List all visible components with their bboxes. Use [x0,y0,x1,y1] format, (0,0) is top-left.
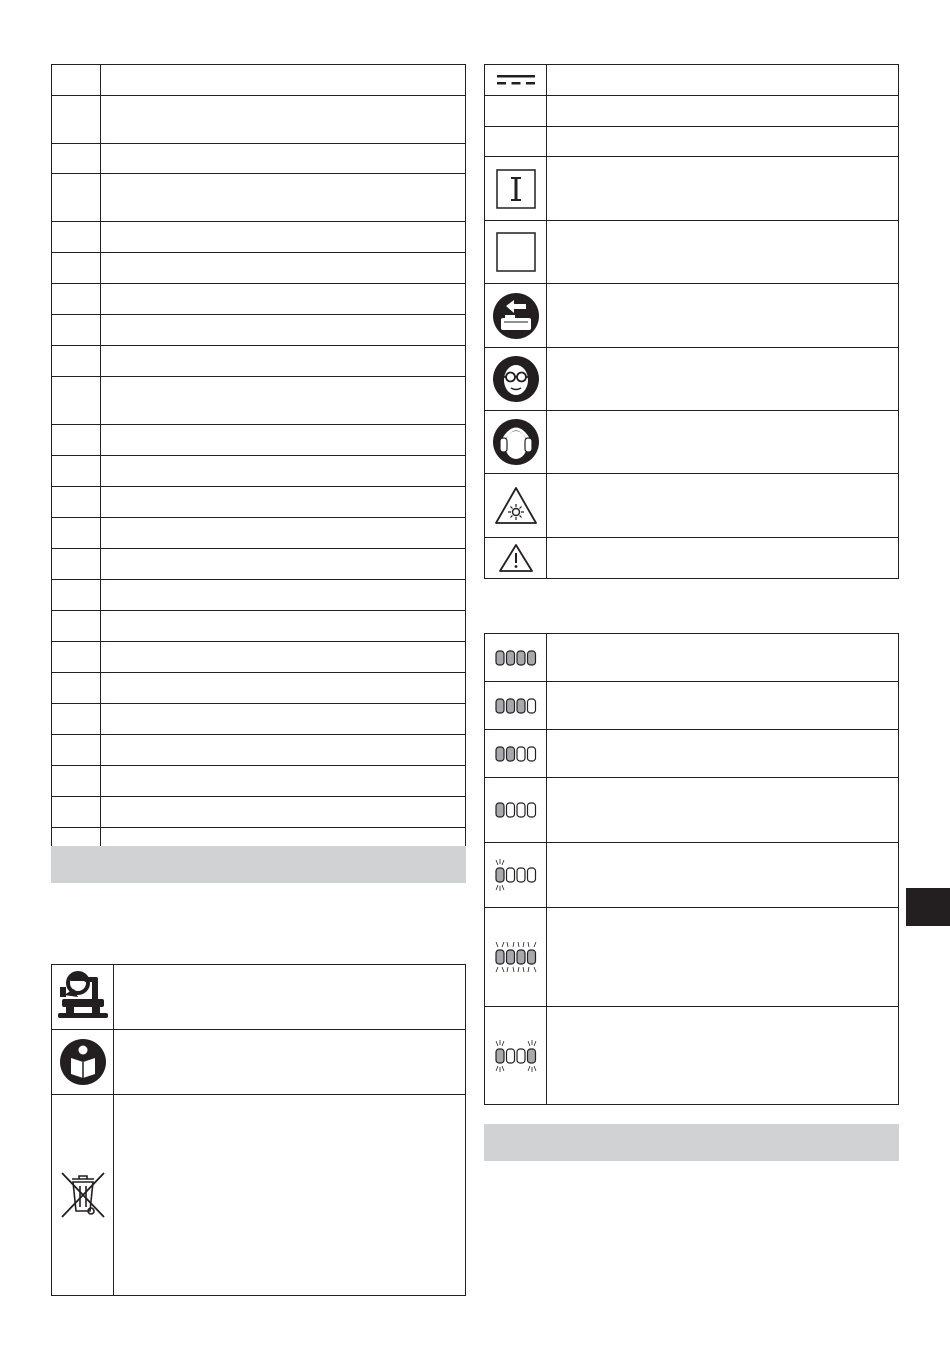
table-row [52,518,466,549]
parts-list-table [51,64,466,859]
table-row [52,377,466,425]
table-row [52,797,466,828]
wear-ear-protection-icon [492,418,540,466]
table-row [485,157,899,221]
table-row [52,1030,466,1095]
battery-all-blinking-icon [494,940,538,974]
battery-level-3-icon [494,696,538,716]
table-row [485,284,899,348]
table-row [52,284,466,315]
battery-level-1-icon [494,800,538,820]
switch-on-icon [496,169,536,209]
section-heading-band [484,1124,899,1161]
table-row [485,538,899,579]
table-row [52,96,466,144]
table-row [52,315,466,346]
table-row [52,965,466,1030]
laser-radiation-icon [494,486,538,526]
switch-off-icon [496,232,536,272]
table-row [485,843,899,908]
table-row [52,174,466,222]
table-row [485,127,899,157]
table-row [52,766,466,797]
read-manual-icon [59,1038,107,1086]
table-row [52,704,466,735]
table-row [52,580,466,611]
table-row [485,908,899,1007]
warning-icon [498,543,534,573]
table-row [52,65,466,96]
battery-level-2-icon [494,744,538,764]
table-row [52,642,466,673]
section-heading-band [51,846,466,883]
battery-outer-blinking-icon [494,1039,538,1073]
table-row [52,222,466,253]
miter-saw-icon [56,969,110,1025]
battery-level-1-blinking-icon [494,858,538,892]
table-row [52,549,466,580]
table-row [52,253,466,284]
table-row [52,487,466,518]
remove-battery-icon [492,292,540,340]
table-row [485,730,899,778]
crossed-out-bin-icon [58,1169,108,1221]
language-thumb-tab [906,888,950,926]
parts-list-body [52,65,466,859]
table-row [52,611,466,642]
table-row [485,221,899,284]
symbols-table [51,964,466,1296]
table-row [52,673,466,704]
table-row [52,456,466,487]
table-row [485,1007,899,1105]
table-row [485,682,899,730]
table-row [485,411,899,474]
table-row [485,474,899,538]
table-row [52,346,466,377]
table-row [52,144,466,174]
wear-eye-protection-icon [492,355,540,403]
direct-current-icon [496,73,536,87]
table-row [52,425,466,456]
symbols-table-right [484,64,899,579]
battery-level-4-icon [494,648,538,668]
charge-indicator-table [484,633,899,1105]
table-row [485,96,899,127]
table-row [52,735,466,766]
table-row [485,65,899,96]
table-row [485,778,899,843]
table-row [485,634,899,682]
table-row [52,1095,466,1296]
table-row [485,348,899,411]
